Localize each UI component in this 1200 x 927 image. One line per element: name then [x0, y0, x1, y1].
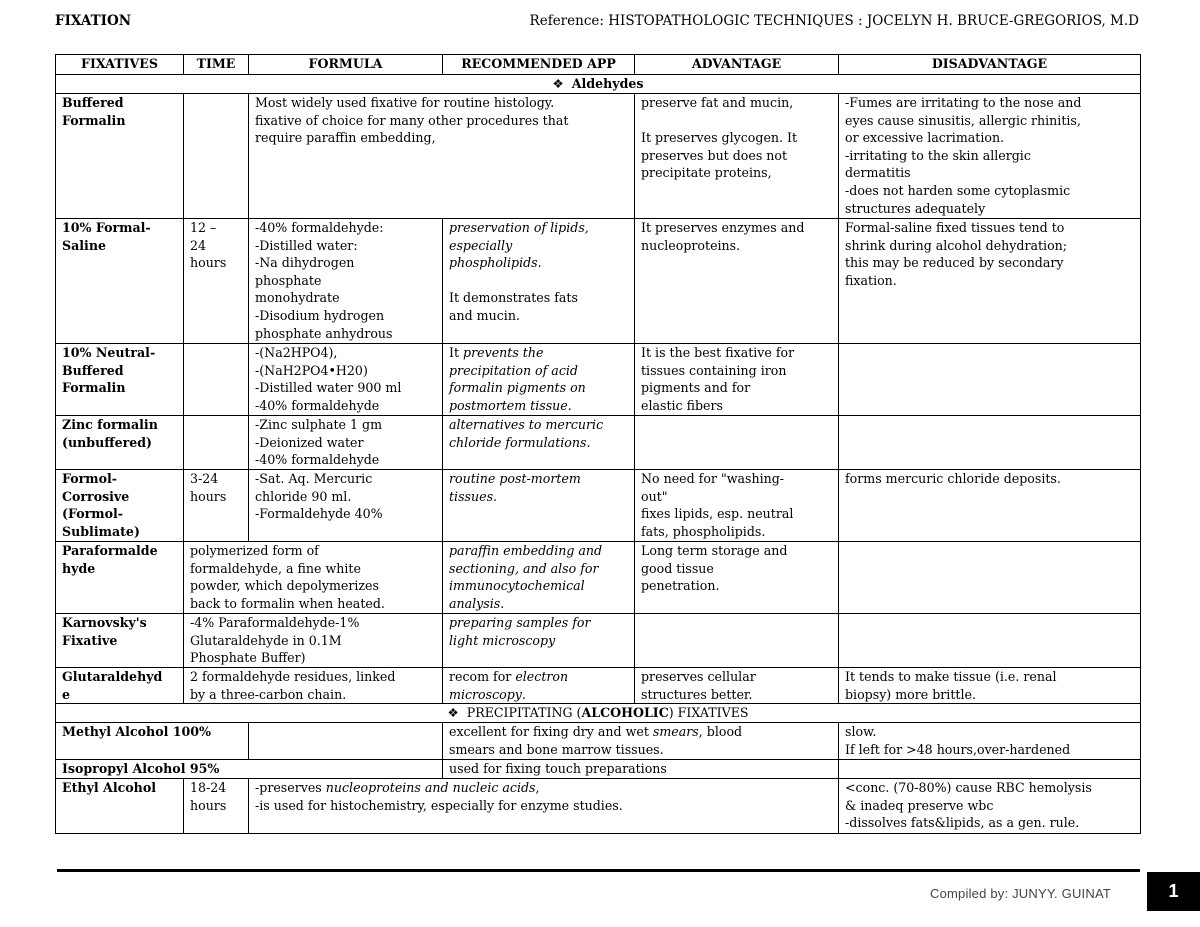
disadvantage-cell: It tends to make tissue (i.e. renal biopsy) more brittle. [839, 668, 1141, 704]
formula-cell: Most widely used fixative for routine histology. fixative of choice for many other procedures that require paraffin embedding, [249, 94, 635, 219]
disadvantage-cell: slow. If left for >48 hours,over-hardened [839, 723, 1141, 760]
time-cell: 3-24 hours [184, 470, 249, 542]
time-cell [184, 344, 249, 416]
advantage-cell [635, 416, 839, 470]
table-header-row [56, 55, 1141, 75]
formula-cell: -Sat. Aq. Mercuric chloride 90 ml. -Formaldehyde 40% [249, 470, 443, 542]
disadvantage-cell: forms mercuric chloride deposits. [839, 470, 1141, 542]
disadvantage-cell [839, 614, 1141, 668]
fixative-name: 10% Formal- Saline [56, 219, 184, 344]
table-row [56, 668, 1141, 704]
app-text: . [500, 595, 505, 611]
col-header-formula: FORMULA [249, 55, 443, 75]
app-italic: prevents the precipitation of acid formalin pigments on postmortem tissue [449, 345, 586, 413]
table-row [56, 219, 1141, 344]
diamond-bullet-icon: ❖ [552, 76, 564, 91]
fixative-name: Ethyl Alcohol [56, 779, 184, 834]
advantage-cell: It is the best fixative for tissues containing iron pigments and for elastic fibers [635, 344, 839, 416]
section-row-alcoholic [56, 704, 1141, 723]
app-italic: alternatives to mercuric chloride formulations [449, 417, 604, 450]
section-row-aldehydes [56, 75, 1141, 94]
document-title: FIXATION [55, 13, 132, 29]
disadvantage-cell [839, 542, 1141, 614]
table-row [56, 94, 1141, 219]
recommended-app-cell [443, 416, 635, 470]
diamond-bullet-icon: ❖ [447, 705, 459, 721]
app-text: recom for [449, 669, 516, 684]
col-header-disadvantage: DISADVANTAGE [839, 55, 1141, 75]
fixative-name: Methyl Alcohol 100% [56, 723, 249, 760]
formula-cell: -4% Paraformaldehyde-1% Glutaraldehyde in 0.1M Phosphate Buffer) [184, 614, 443, 668]
formula-text: -preserves [255, 780, 326, 796]
table-row [56, 779, 1141, 834]
disadvantage-cell: Formal-saline fixed tissues tend to shrink during alcohol dehydration; this may be reduced by secondary fixation. [839, 219, 1141, 344]
fixative-name: Zinc formalin (unbuffered) [56, 416, 184, 470]
advantage-cell: Long term storage and good tissue penetration. [635, 542, 839, 614]
formula-cell: -(Na2HPO4), -(NaH2PO4•H20) -Distilled water 900 ml -40% formaldehyde [249, 344, 443, 416]
table-row [56, 416, 1141, 470]
col-header-advantage: ADVANTAGE [635, 55, 839, 75]
fixative-name: Formol- Corrosive (Formol- Sublimate) [56, 470, 184, 542]
fixative-name: Buffered Formalin [56, 94, 184, 219]
table-row [56, 470, 1141, 542]
formula-italic: nucleoproteins and nucleic acids [325, 780, 536, 796]
disadvantage-cell: <conc. (70-80%) cause RBC hemolysis & inadeq preserve wbc -dissolves fats&lipids, as a gen. rule. [839, 779, 1141, 834]
recommended-app-cell [443, 723, 839, 760]
time-cell [184, 416, 249, 470]
table-row [56, 542, 1141, 614]
app-text: . [567, 397, 572, 413]
time-cell [184, 94, 249, 219]
formula-text: , -is used for histochemistry, especially for enzyme studies. [255, 780, 623, 813]
formula-cell [249, 779, 839, 834]
recommended-app-cell [443, 344, 635, 416]
reference-line: Reference: HISTOPATHOLOGIC TECHNIQUES : JOCELYN H. BRUCE-GREGORIOS, M.D [529, 13, 1139, 29]
formula-cell: polymerized form of formaldehyde, a fine white powder, which depolymerizes back to formalin when heated. [184, 542, 443, 614]
advantage-cell: preserve fat and mucin, It preserves glycogen. It preserves but does not precipitate proteins, [635, 94, 839, 219]
app-text: It [449, 345, 464, 360]
recommended-app-cell [443, 668, 635, 704]
formula-cell [249, 723, 443, 760]
fixative-name: Glutaraldehyd e [56, 668, 184, 704]
app-italic: smears [652, 724, 699, 740]
col-header-recommended-app: RECOMMENDED APP [443, 55, 635, 75]
app-italic: electron microscopy [449, 669, 569, 702]
page-number: 1 [1147, 872, 1200, 911]
app-italic: preservation of lipids, especially phospholipids [449, 220, 589, 271]
fixative-name: Paraformalde hyde [56, 542, 184, 614]
app-text: , blood smears and bone marrow tissues. [449, 724, 743, 757]
advantage-cell: preserves cellular structures better. [635, 668, 839, 704]
time-cell: 18-24 hours [184, 779, 249, 834]
section-title-prefix: PRECIPITATING ( [466, 705, 582, 721]
table-row [56, 723, 1141, 760]
fixative-name: 10% Neutral- Buffered Formalin [56, 344, 184, 416]
compiled-by: Compiled by: JUNYY. GUINAT [930, 886, 1111, 901]
disadvantage-cell: -Fumes are irritating to the nose and eyes cause sinusitis, allergic rhinitis, or excessive lacrimation. -irritating to the skin allergic dermatitis -does not harden some cytoplasmic structures adequately [839, 94, 1141, 219]
table-row [56, 614, 1141, 668]
footer-divider [57, 869, 1140, 872]
fixative-name: Isopropyl Alcohol 95% [56, 760, 443, 779]
col-header-time: TIME [184, 55, 249, 75]
table-row [56, 344, 1141, 416]
section-title: Aldehydes [571, 76, 644, 91]
fixatives-table [55, 54, 1141, 834]
app-text: . [586, 434, 591, 450]
section-title-suffix: ) FIXATIVES [668, 705, 749, 721]
recommended-app-cell: preparing samples for light microscopy [443, 614, 635, 668]
table-row [56, 760, 1141, 779]
col-header-fixatives: FIXATIVES [56, 55, 184, 75]
recommended-app-cell: routine post-mortem tissues. [443, 470, 635, 542]
formula-cell: -Zinc sulphate 1 gm -Deionized water -40% formaldehyde [249, 416, 443, 470]
formula-cell: 2 formaldehyde residues, linked by a three-carbon chain. [184, 668, 443, 704]
time-cell: 12 – 24 hours [184, 219, 249, 344]
advantage-cell: No need for "washing- out" fixes lipids, esp. neutral fats, phospholipids. [635, 470, 839, 542]
recommended-app-cell [443, 542, 635, 614]
section-title-bold: ALCOHOLIC [581, 705, 669, 721]
formula-cell: -40% formaldehyde: -Distilled water: -Na dihydrogen phosphate monohydrate -Disodium hydrogen phosphate anhydrous [249, 219, 443, 344]
app-italic: paraffin embedding and sectioning, and also for immunocytochemical analysis [449, 543, 603, 611]
disadvantage-cell [839, 416, 1141, 470]
recommended-app-cell: used for fixing touch preparations [443, 760, 839, 779]
disadvantage-cell [839, 344, 1141, 416]
fixative-name: Karnovsky's Fixative [56, 614, 184, 668]
advantage-cell: It preserves enzymes and nucleoproteins. [635, 219, 839, 344]
app-text: . It demonstrates fats and mucin. [449, 255, 578, 323]
app-text: excellent for fixing dry and wet [449, 724, 653, 740]
app-text: . [521, 686, 526, 702]
disadvantage-cell [839, 760, 1141, 779]
recommended-app-cell [443, 219, 635, 344]
advantage-cell [635, 614, 839, 668]
